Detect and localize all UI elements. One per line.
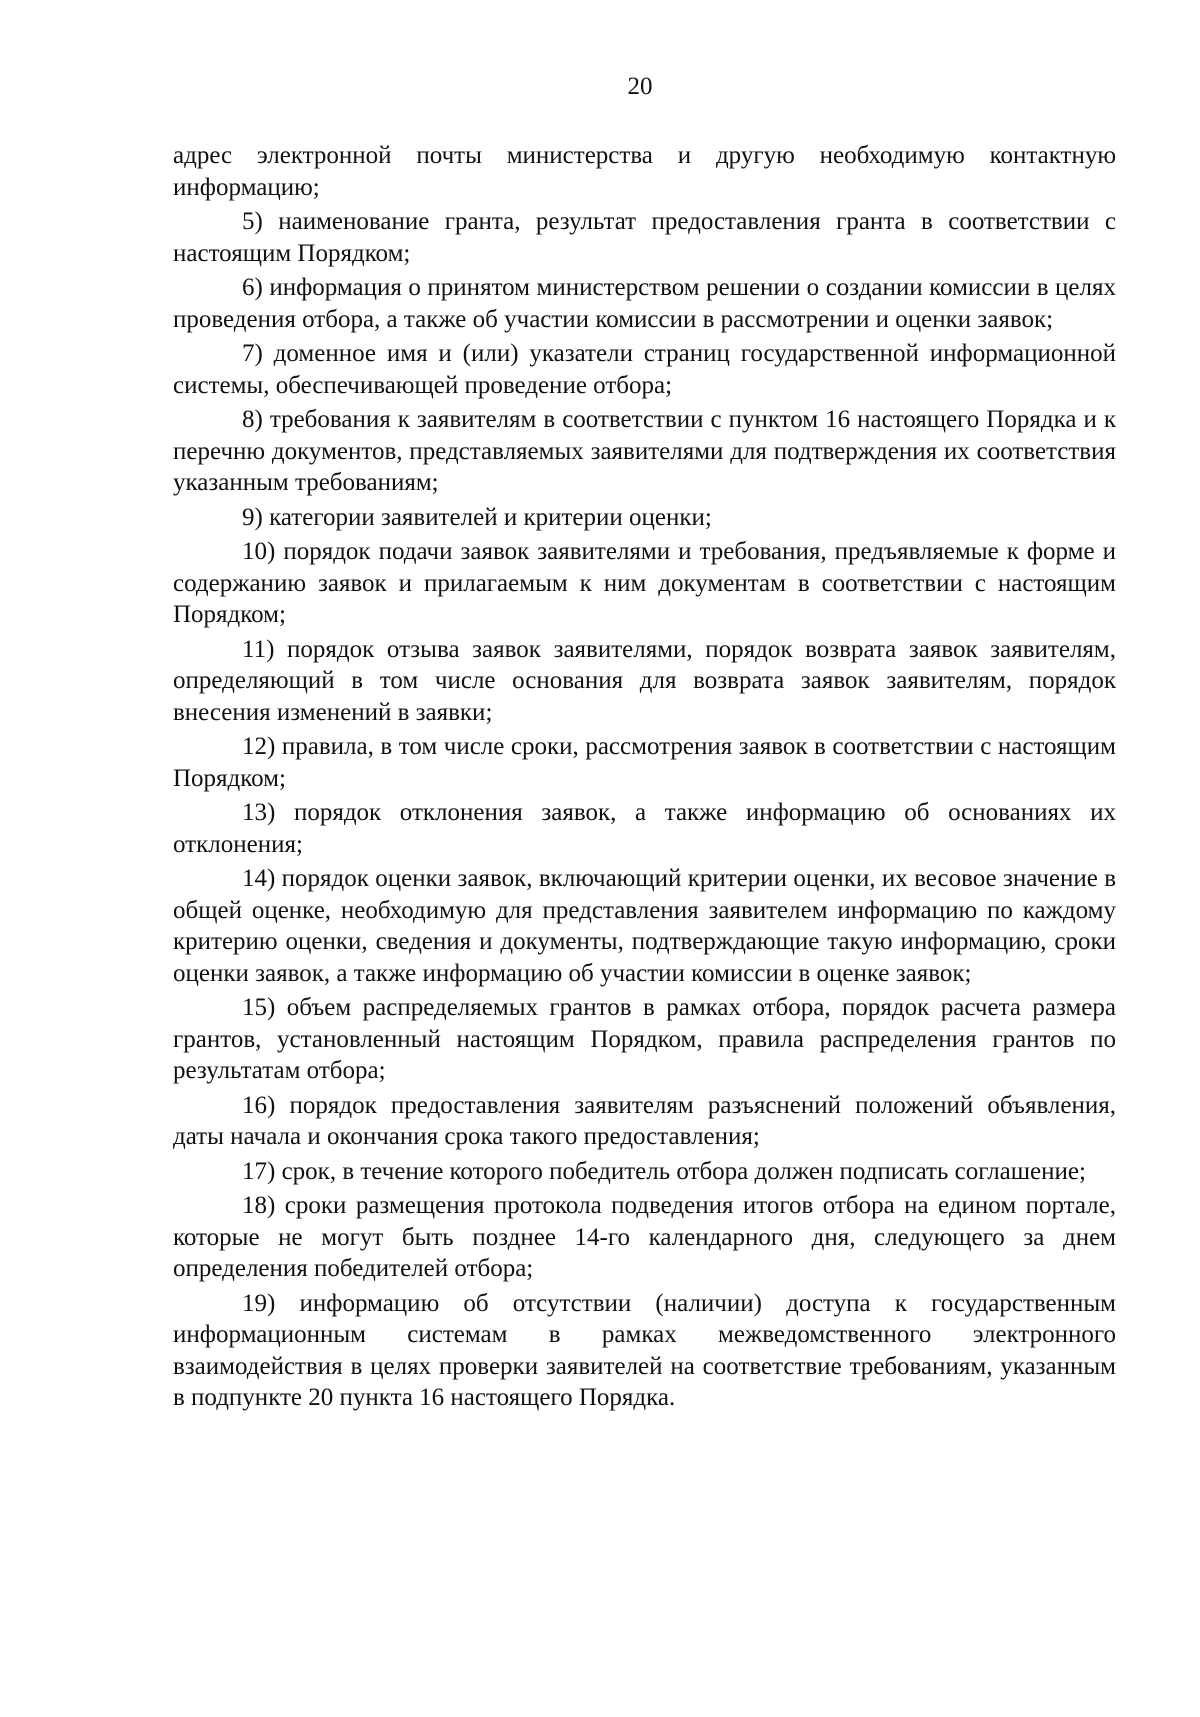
- paragraph-item-15: 15) объем распределяемых грантов в рамках отбора, порядок расчета размера грантов, установленный настоящим Порядком, правила распределения грантов по результатам отбора;: [173, 994, 1116, 1084]
- paragraph-item-7: 7) доменное имя и (или) указатели страниц государственной информационной системы, обеспечивающей проведение отбора;: [173, 340, 1116, 399]
- paragraph-item-16: 16) порядок предоставления заявителям разъяснений положений объявления, даты начала и окончания срока такого предоставления;: [173, 1091, 1116, 1150]
- paragraph-item-13: 13) порядок отклонения заявок, а также информацию об основаниях их отклонения;: [173, 799, 1116, 858]
- paragraph-item-18: 18) сроки размещения протокола подведения итогов отбора на едином портале, которые не могут быть позднее 14-го календарного дня, следующего за днем определения победителей отбора;: [173, 1192, 1116, 1282]
- document-body: [173, 140, 1116, 1414]
- page-number: 20: [627, 73, 653, 100]
- paragraph-item-17: 17) срок, в течение которого победитель отбора должен подписать соглашение;: [242, 1157, 1086, 1185]
- paragraph-item-12: 12) правила, в том числе сроки, рассмотрения заявок в соответствии с настоящим Порядком;: [173, 733, 1116, 792]
- paragraph-item-6: 6) информация о принятом министерством решении о создании комиссии в целях проведения отбора, а также об участии комиссии в рассмотрении и оценки заявок;: [173, 274, 1116, 333]
- paragraph-item-5: 5) наименование гранта, результат предоставления гранта в соответствии с настоящим Порядком;: [173, 208, 1116, 267]
- paragraph-item-8: 8) требования к заявителям в соответствии с пунктом 16 настоящего Порядка и к перечню документов, представляемых заявителями для подтверждения их соответствия указанным требованиям;: [173, 406, 1116, 496]
- paragraph-item-19: 19) информацию об отсутствии (наличии) доступа к государственным информационным системам в рамках межведомственного электронного взаимодействия в целях проверки заявителей на соответствие требованиям, указанным в подпункте 20 пункта 16 настоящего Порядка.: [173, 1289, 1116, 1411]
- paragraph-item-10: 10) порядок подачи заявок заявителями и требования, предъявляемые к форме и содержанию заявок и прилагаемым к ним документам в соответствии с настоящим Порядком;: [173, 538, 1116, 628]
- paragraph-contact-info: адрес электронной почты министерства и другую необходимую контактную информацию;: [173, 142, 1116, 201]
- paragraph-item-14: 14) порядок оценки заявок, включающий критерии оценки, их весовое значение в общей оценке, необходимую для представления заявителем информацию по каждому критерию оценки, сведения и документы, подтверждающие такую информацию, сроки оценки заявок, а также информацию об участии комиссии в оценке заявок;: [173, 865, 1116, 987]
- paragraph-item-11: 11) порядок отзыва заявок заявителями, порядок возврата заявок заявителям, определяющий в том числе основания для возврата заявок заявителям, порядок внесения изменений в заявки;: [173, 635, 1116, 726]
- paragraph-item-9: 9) категории заявителей и критерии оценки;: [242, 503, 712, 531]
